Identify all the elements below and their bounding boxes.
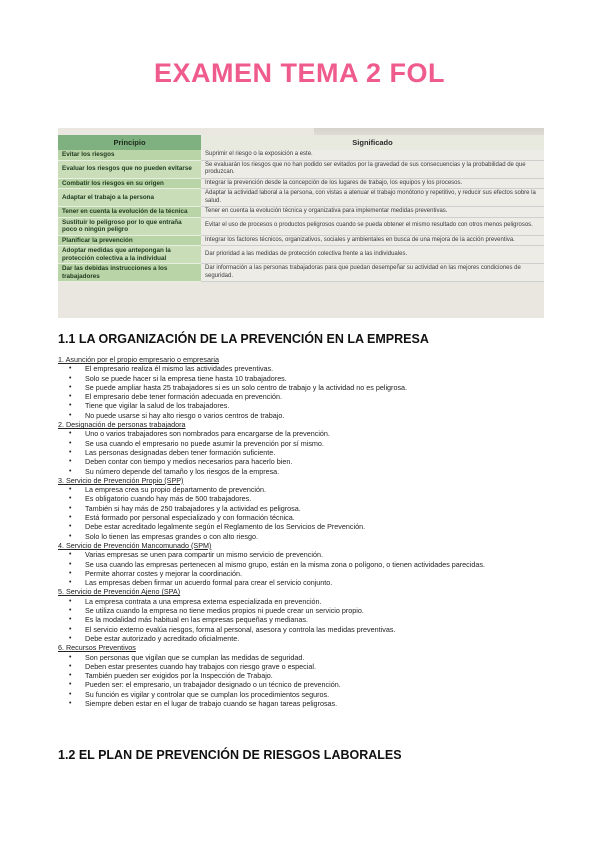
bullet-list [58, 429, 558, 475]
significado-cell: Tener en cuenta la evolución técnica y organizativa para implementar medidas preventivas. [201, 207, 544, 218]
list-item: • Es obligatorio cuando hay más de 500 trabajadores. [85, 494, 558, 503]
principles-table [58, 135, 544, 282]
modalidad-title: 3. Servicio de Prevención Propio (SPP) [58, 475, 184, 485]
list-item: • Siempre deben estar en el lugar de trabajo cuando se hagan tareas peligrosas. [85, 699, 558, 708]
modalidad-title: 2. Designación de personas trabajadora [58, 420, 186, 430]
modalidad-section [58, 643, 558, 708]
header-principio: Principio [58, 135, 201, 150]
list-item: • Las personas designadas deben tener formación suficiente. [85, 448, 558, 457]
list-item: • Se utiliza cuando la empresa no tiene medios propios ni puede crear un servicio propio. [85, 606, 558, 615]
list-item: • No puede usarse si hay alto riesgo o varios centros de trabajo. [85, 411, 558, 420]
principio-cell: Planificar la prevención [58, 235, 201, 246]
list-item: • Solo se puede hacer si la empresa tiene hasta 10 trabajadores. [85, 374, 558, 383]
table-row [58, 217, 544, 235]
modalidad-title: 6. Recursos Preventivos [58, 643, 136, 653]
table-row [58, 246, 544, 264]
principio-cell: Evaluar los riesgos que no pueden evitarse [58, 160, 201, 178]
list-item: • Uno o varios trabajadores son nombrados para encargarse de la prevención. [85, 429, 558, 438]
list-item: • Debe estar autorizado y acreditado oficialmente. [85, 634, 558, 643]
modalidad-section [58, 587, 558, 643]
bullet-list [58, 653, 558, 709]
table-header-row [58, 135, 544, 150]
modalidad-title: 5. Servicio de Prevención Ajeno (SPA) [58, 587, 181, 597]
principles-table-photo [58, 128, 544, 318]
modalidad-section [58, 476, 558, 541]
list-item: • El empresario debe tener formación adecuada en prevención. [85, 392, 558, 401]
table-row [58, 264, 544, 282]
modalidad-title: 1. Asunción por el propio empresario o empresaria [58, 355, 220, 364]
table-row [58, 160, 544, 178]
principio-cell: Dar las debidas instrucciones a los trabajadores [58, 264, 201, 282]
table-body [58, 150, 544, 282]
list-item: • También pueden ser exigidos por la Inspección de Trabajo. [85, 671, 558, 680]
bullet-list [58, 364, 558, 420]
bullet-list [58, 550, 558, 587]
list-item: • Debe estar acreditado legalmente según el Reglamento de los Servicios de Prevención. [85, 522, 558, 531]
list-item: • Su función es vigilar y controlar que se cumplan los procedimientos seguros. [85, 690, 558, 699]
significado-cell: Dar información a las personas trabajadoras para que puedan desempeñar su actividad en las mejores condiciones de seguridad. [201, 264, 544, 282]
section-heading-organizacion: 1.1 LA ORGANIZACIÓN DE LA PREVENCIÓN EN LA EMPRESA [58, 332, 429, 346]
list-item: • El empresario realiza él mismo las actividades preventivas. [85, 364, 558, 373]
significado-cell: Adaptar la actividad laboral a la persona, con vistas a atenuar el trabajo monótono y repetitivo, y reducir sus efectos sobre la salud. [201, 189, 544, 207]
significado-cell: Suprimir el riesgo o la exposición a este. [201, 150, 544, 160]
principio-cell: Adaptar el trabajo a la persona [58, 189, 201, 207]
table-row [58, 150, 544, 160]
bullet-list [58, 597, 558, 643]
significado-cell: Evitar el uso de procesos o productos peligrosos cuando se pueda obtener el mismo resultado con otros menos peligrosos. [201, 217, 544, 235]
modalidad-section [58, 420, 558, 476]
list-item: • Se puede ampliar hasta 25 trabajadores si es un solo centro de trabajo y la actividad no es peligrosa. [85, 383, 558, 392]
significado-cell: Se evaluarán los riesgos que no han podido ser evitados por la gravedad de sus consecuencias y la probabilidad de que produzcan. [201, 160, 544, 178]
list-item: • El servicio externo evalúa riesgos, forma al personal, asesora y controla las medidas preventivas. [85, 625, 558, 634]
principio-cell: Tener en cuenta la evolución de la técnica [58, 207, 201, 218]
table-row [58, 189, 544, 207]
list-item: • Deben contar con tiempo y medios necesarios para hacerlo bien. [85, 457, 558, 466]
bullet-list [58, 485, 558, 541]
list-item: • Es la modalidad más habitual en las empresas pequeñas y medianas. [85, 615, 558, 624]
table-row [58, 235, 544, 246]
modalidad-title: 4. Servicio de Prevención Mancomunado (SPM) [58, 540, 212, 550]
list-item: • También si hay más de 250 trabajadores y la actividad es peligrosa. [85, 504, 558, 513]
list-item: • La empresa crea su propio departamento de prevención. [85, 485, 558, 494]
table-row [58, 207, 544, 218]
principio-cell: Adoptar medidas que antepongan la protección colectiva a la individual [58, 246, 201, 264]
page-title: EXAMEN TEMA 2 FOL [153, 58, 445, 88]
list-item: • Se usa cuando las empresas pertenecen al mismo grupo, están en la misma zona o polígono, o tienen actividades parecidas. [85, 560, 558, 569]
list-item: • La empresa contrata a una empresa externa especializada en prevención. [85, 597, 558, 606]
list-item: • Su número depende del tamaño y los riesgos de la empresa. [85, 467, 558, 476]
significado-cell: Integrar la prevención desde la concepción de los lugares de trabajo, los equipos y los procesos. [201, 178, 544, 189]
list-item: • Las empresas deben firmar un acuerdo formal para crear el servicio conjunto. [85, 578, 558, 587]
header-significado: Significado [201, 135, 544, 150]
list-item: • Son personas que vigilan que se cumplan las medidas de seguridad. [85, 653, 558, 662]
principio-cell: Combatir los riesgos en su origen [58, 178, 201, 189]
significado-cell: Integrar los factores técnicos, organizativos, sociales y ambientales en busca de una mejora de la acción preventiva. [201, 235, 544, 246]
list-item: • Pueden ser: el empresario, un trabajador designado o un técnico de prevención. [85, 680, 558, 689]
list-item: • Está formado por personal especializado y con formación técnica. [85, 513, 558, 522]
list-item: • Varias empresas se unen para compartir un mismo servicio de prevención. [85, 550, 558, 559]
significado-cell: Dar prioridad a las medidas de protección colectiva frente a las individuales. [201, 246, 544, 264]
list-item: • Solo lo tienen las empresas grandes o con alto riesgo. [85, 532, 558, 541]
principio-cell: Evitar los riesgos [58, 150, 201, 160]
list-item: • Deben estar presentes cuando hay trabajos con riesgo grave o especial. [85, 662, 558, 671]
list-item: • Se usa cuando el empresario no puede asumir la prevención por sí mismo. [85, 439, 558, 448]
organizacion-content [58, 355, 558, 708]
list-item: • Permite ahorrar costes y mejorar la coordinación. [85, 569, 558, 578]
modalidad-section [58, 355, 558, 420]
principio-cell: Sustituir lo peligroso por lo que entraña poco o ningún peligro [58, 217, 201, 235]
modalidad-section [58, 541, 558, 587]
list-item: • Tiene que vigilar la salud de los trabajadores. [85, 401, 558, 410]
table-row [58, 178, 544, 189]
section-heading-plan: 1.2 EL PLAN DE PREVENCIÓN DE RIESGOS LABORALES [58, 748, 402, 762]
